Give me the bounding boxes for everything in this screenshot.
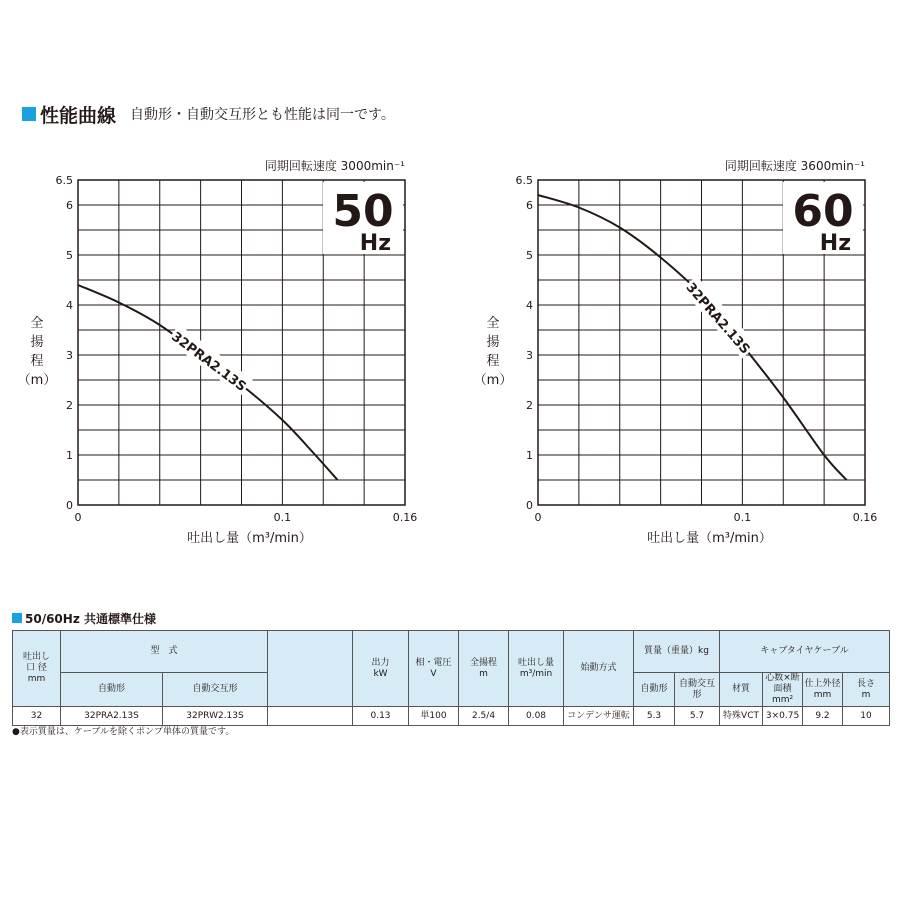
y-axis-label-char: 程 (30, 354, 44, 369)
section-note: 自動形・自動交互形とも性能は同一です。 (130, 107, 395, 123)
cell-output: 0.13 (353, 707, 409, 726)
header-start: 始動方式 (564, 631, 634, 707)
x-tick-label: 0.16 (852, 511, 878, 524)
header-output: 出力 kW (353, 631, 409, 707)
cell-head: 2.5/4 (459, 707, 509, 726)
y-axis-label-char: （m） (17, 373, 57, 388)
spec-title-text: 50/60Hz 共通標準仕様 (25, 611, 156, 626)
cell-weight-alt: 5.7 (675, 707, 720, 726)
y-axis-label-char: （m） (473, 373, 513, 388)
y-tick-label: 3 (66, 349, 73, 362)
y-tick-label: 6 (526, 199, 533, 212)
header-cable-core: 心数×断面積 mm² (763, 673, 803, 707)
header-phase: 相・電圧 V (409, 631, 459, 707)
header-cable-mat: 材質 (720, 673, 763, 707)
spec-title (12, 608, 156, 628)
header-cable-od: 仕上外径 mm (803, 673, 843, 707)
y-axis-label-char: 全 (30, 316, 44, 331)
cell-cable-len: 10 (843, 707, 890, 726)
spec-marker (12, 613, 22, 623)
freq-unit: Hz (359, 231, 391, 256)
y-axis-label-char: 揚 (486, 335, 500, 350)
y-tick-label: 0 (66, 499, 73, 512)
section-title (22, 100, 395, 128)
x-tick-label: 0 (74, 511, 82, 524)
cell-cable-od: 9.2 (803, 707, 843, 726)
header-model: 型 式 (61, 631, 268, 673)
y-axis-label-char: 程 (486, 354, 500, 369)
section-marker (22, 107, 36, 121)
cell-weight-auto: 5.3 (634, 707, 675, 726)
header-model-alt: 自動交互形 (163, 673, 268, 707)
section-title-text: 性能曲線 (40, 104, 117, 127)
y-tick-label: 4 (66, 299, 73, 312)
y-tick-label: 3 (526, 349, 533, 362)
y-tick-label: 6.5 (55, 174, 73, 187)
header-weight-alt: 自動交互形 (675, 673, 720, 707)
y-tick-label: 6 (66, 199, 73, 212)
y-tick-label: 1 (526, 449, 533, 462)
cell-cable-mat: 特殊VCT (720, 707, 763, 726)
y-tick-label: 5 (66, 249, 73, 262)
performance-chart-50hz (0, 150, 450, 550)
y-tick-label: 6.5 (515, 174, 533, 187)
header-weight-auto: 自動形 (634, 673, 675, 707)
speed-label: 同期回転速度 3600min⁻¹ (724, 159, 865, 173)
spec-table (12, 630, 890, 726)
header-model-auto: 自動形 (61, 673, 163, 707)
series-label: 32PRA2.13S (682, 280, 753, 358)
x-axis-label: 吐出し量（m³/min） (647, 531, 772, 546)
freq-unit: Hz (819, 231, 851, 256)
x-tick-label: 0.16 (392, 511, 418, 524)
y-tick-label: 2 (526, 399, 533, 412)
series-label-group (682, 276, 757, 359)
cell-flow: 0.08 (509, 707, 564, 726)
y-tick-label: 1 (66, 449, 73, 462)
y-tick-label: 0 (526, 499, 533, 512)
y-axis-label-char: 全 (486, 316, 500, 331)
series-line (78, 285, 338, 480)
header-cable: キャブタイヤケーブル (720, 631, 890, 673)
x-axis-label: 吐出し量（m³/min） (187, 531, 312, 546)
header-blank (268, 631, 353, 707)
header-cable-len: 長さ m (843, 673, 890, 707)
x-tick-label: 0.1 (273, 511, 292, 524)
y-tick-label: 2 (66, 399, 73, 412)
performance-chart-60hz (460, 150, 900, 550)
header-head: 全揚程 m (459, 631, 509, 707)
x-tick-label: 0.1 (733, 511, 752, 524)
cell-cable-core: 3×0.75 (763, 707, 803, 726)
y-tick-label: 4 (526, 299, 533, 312)
spec-footnote: ●表示質量は、ケーブルを除くポンプ単体の質量です。 (12, 727, 235, 737)
series-label-group (167, 325, 253, 396)
cell-phase: 単100 (409, 707, 459, 726)
series-label: 32PRA2.13S (168, 329, 249, 395)
cell-start: コンデンサ運転 (564, 707, 634, 726)
header-flow: 吐出し量 m³/min (509, 631, 564, 707)
freq-number: 50 (332, 186, 394, 237)
cell-blank (268, 707, 353, 726)
cell-model-alt: 32PRW2.13S (163, 707, 268, 726)
x-tick-label: 0 (534, 511, 542, 524)
spec-data-row (13, 707, 890, 726)
y-tick-label: 5 (526, 249, 533, 262)
speed-label: 同期回転速度 3000min⁻¹ (264, 159, 405, 173)
header-weight: 質量（重量）kg (634, 631, 720, 673)
y-axis-label-char: 揚 (30, 335, 44, 350)
spec-header-row-1 (13, 631, 890, 673)
header-bore: 吐出し 口 径 mm (13, 631, 61, 707)
freq-number: 60 (792, 186, 854, 237)
cell-model-auto: 32PRA2.13S (61, 707, 163, 726)
cell-bore: 32 (13, 707, 61, 726)
